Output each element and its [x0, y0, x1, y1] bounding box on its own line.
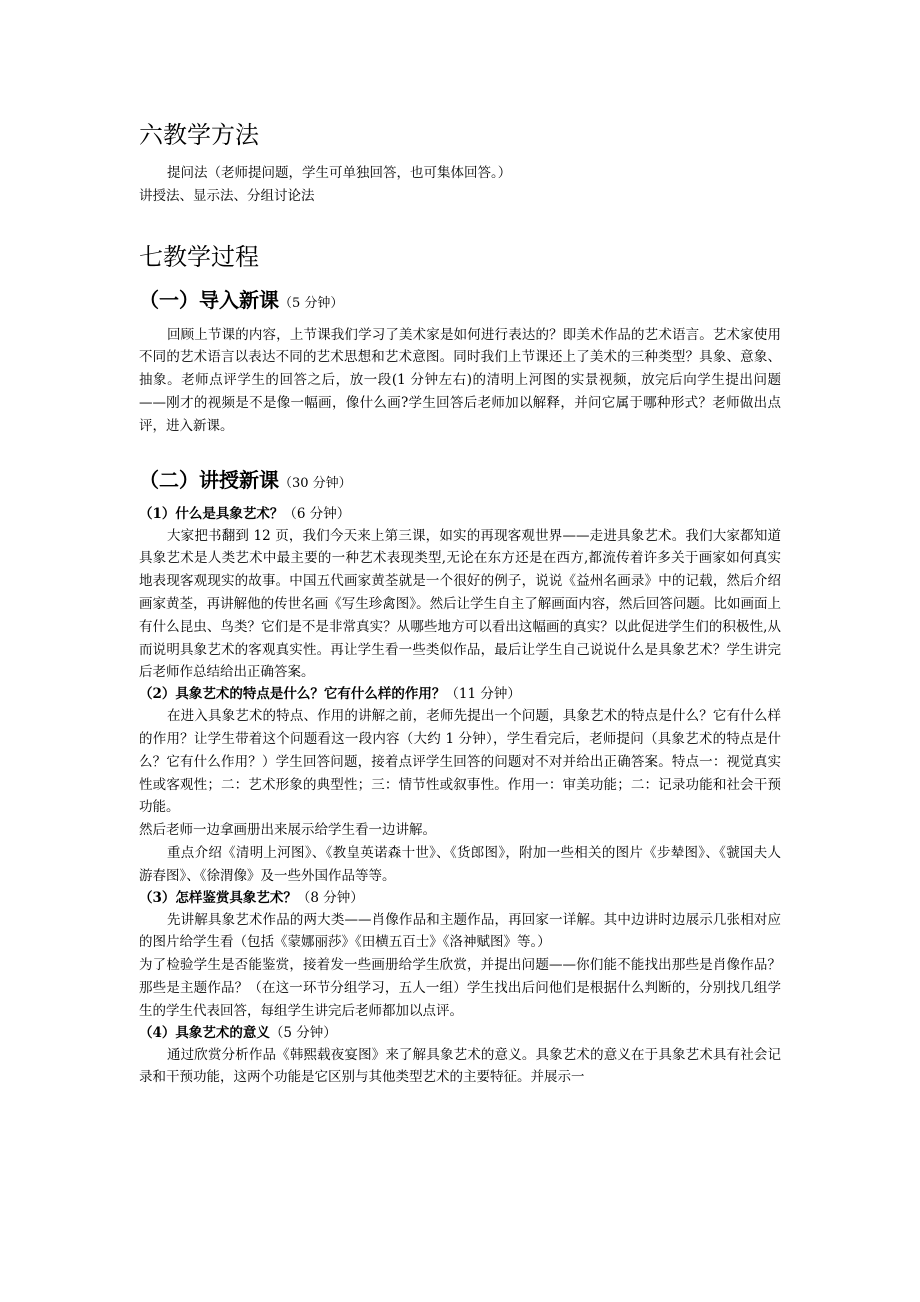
part-1-title: （一）导入新课 — [139, 287, 279, 312]
subsection-2-duration: （11 分钟） — [445, 686, 521, 703]
subsection-2-title: （2）具象艺术的特点是什么？它有什么样的作用？ — [139, 686, 446, 703]
subsection-1-title: （1）什么是具象艺术？ — [139, 505, 284, 522]
subsection-2-paragraph-2: 然后老师一边拿画册出来展示给学生看一边讲解。 — [139, 822, 436, 839]
subsection-3-paragraph-1: 先讲解具象艺术作品的两大类——肖像作品和主题作品，再回家一详解。其中边讲时边展示几张相对应的图片给学生看（包括《蒙娜丽莎》《田横五百士》《洛神赋图》等。） — [139, 911, 781, 951]
subsection-4-paragraph: 通过欣赏分析作品《韩熙载夜宴图》来了解具象艺术的意义。具象艺术的意义在于具象艺术具有社会记录和干预功能，这两个功能是它区别与其他类型艺术的主要特征。并展示一 — [139, 1046, 781, 1086]
teaching-method-line-2: 讲授法、显示法、分组讨论法 — [139, 187, 315, 204]
page-content — [139, 120, 781, 1089]
subsection-4-title: （4）具象艺术的意义 — [139, 1024, 270, 1041]
subsection-1-heading — [139, 504, 781, 525]
section-7-heading: 七教学过程 — [139, 242, 259, 271]
subsection-1-paragraph: 大家把书翻到 12 页，我们今天来上第三课，如实的再现客观世界——走进具象艺术。我们大家都知道具象艺术是人类艺术中最主要的一种艺术表现类型,无论在东方还是在西方,都流传着许多关于画家如何真实地表现客观现实的故事。中国五代画家黄荃就是一个很好的例子，说说《益州名画录》中的记载，然后介绍画家黄荃，再讲解他的传世名画《写生珍禽图》。然后让学生自主了解画面内容，然后回答问题。比如画面上有什么昆虫、鸟类？它们是不是非常真实？从哪些地方可以看出这幅画的真实？以此促进学生们的积极性,从而说明具象艺术的客观真实性。再让学生看一些类似作品，最后让学生自己说说什么是具象艺术？学生讲完后老师作总结给出正确答案。 — [139, 527, 781, 681]
section-6-heading: 六教学方法 — [139, 121, 259, 149]
subsection-3-paragraph-2: 为了检验学生是否能鉴赏，接着发一些画册给学生欣赏，并提出问题——你们能不能找出那些是肖像作品？那些是主题作品？（在这一环节分组学习，五人一组）学生找出后问他们是根据什么判断的，分别找几组学生的学生代表回答，每组学生讲完后老师都加以点评。 — [139, 957, 781, 1019]
part-2-duration: （30 分钟） — [279, 475, 352, 491]
part-1-paragraph: 回顾上节课的内容，上节课我们学习了美术家是如何进行表达的？即美术作品的艺术语言。艺术家使用不同的艺术语言以表达不同的艺术思想和艺术意图。同时我们上节课还上了美术的三种类型？具象、意象、抽象。老师点评学生的回答之后，放一段(1 分钟左右)的清明上河图的实景视频，放完后向学生提出问题——刚才的视频是不是像一幅画，像什么画?学生回答后老师加以解释，并问它属于哪种形式？老师做出点评，进入新课。 — [139, 326, 781, 434]
teaching-method-line-1: 提问法（老师提问题，学生可单独回答，也可集体回答。） — [167, 165, 512, 181]
subsection-4-heading — [139, 1023, 781, 1044]
subsection-3-duration: （8 分钟） — [296, 889, 364, 906]
subsection-4-duration: （5 分钟） — [269, 1024, 337, 1041]
part-1-duration: （5 分钟） — [279, 295, 344, 311]
part-2-heading — [139, 466, 781, 498]
subsection-2-heading — [139, 684, 781, 705]
subsection-1-duration: （6 分钟） — [283, 505, 351, 522]
subsection-3-heading — [139, 888, 781, 909]
subsection-2-paragraph-1: 在进入具象艺术的特点、作用的讲解之前，老师先提出一个问题，具象艺术的特点是什么？它有什么样的作用？让学生带着这个问题看这一段内容（大约 1 分钟），学生看完后，老师提问（具象艺术的特点是什么？它有什么作用？）学生回答问题，接着点评学生回答的问题对不对并给出正确答案。特点一：视觉真实性或客观性；二：艺术形象的典型性；三：情节性或叙事性。作用一：审美功能；二：记录功能和社会干预功能。 — [139, 708, 781, 816]
part-2-title: （二）讲授新课 — [139, 467, 279, 492]
subsection-2-paragraph-3: 重点介绍《清明上河图》、《教皇英诺森十世》、《货郎图》，附加一些相关的图片《步辇图》、《虢国夫人游春图》、《徐渭像》及一些外国作品等等。 — [139, 844, 781, 884]
part-1-heading — [139, 286, 781, 318]
subsection-3-title: （3）怎样鉴赏具象艺术？ — [139, 889, 297, 906]
